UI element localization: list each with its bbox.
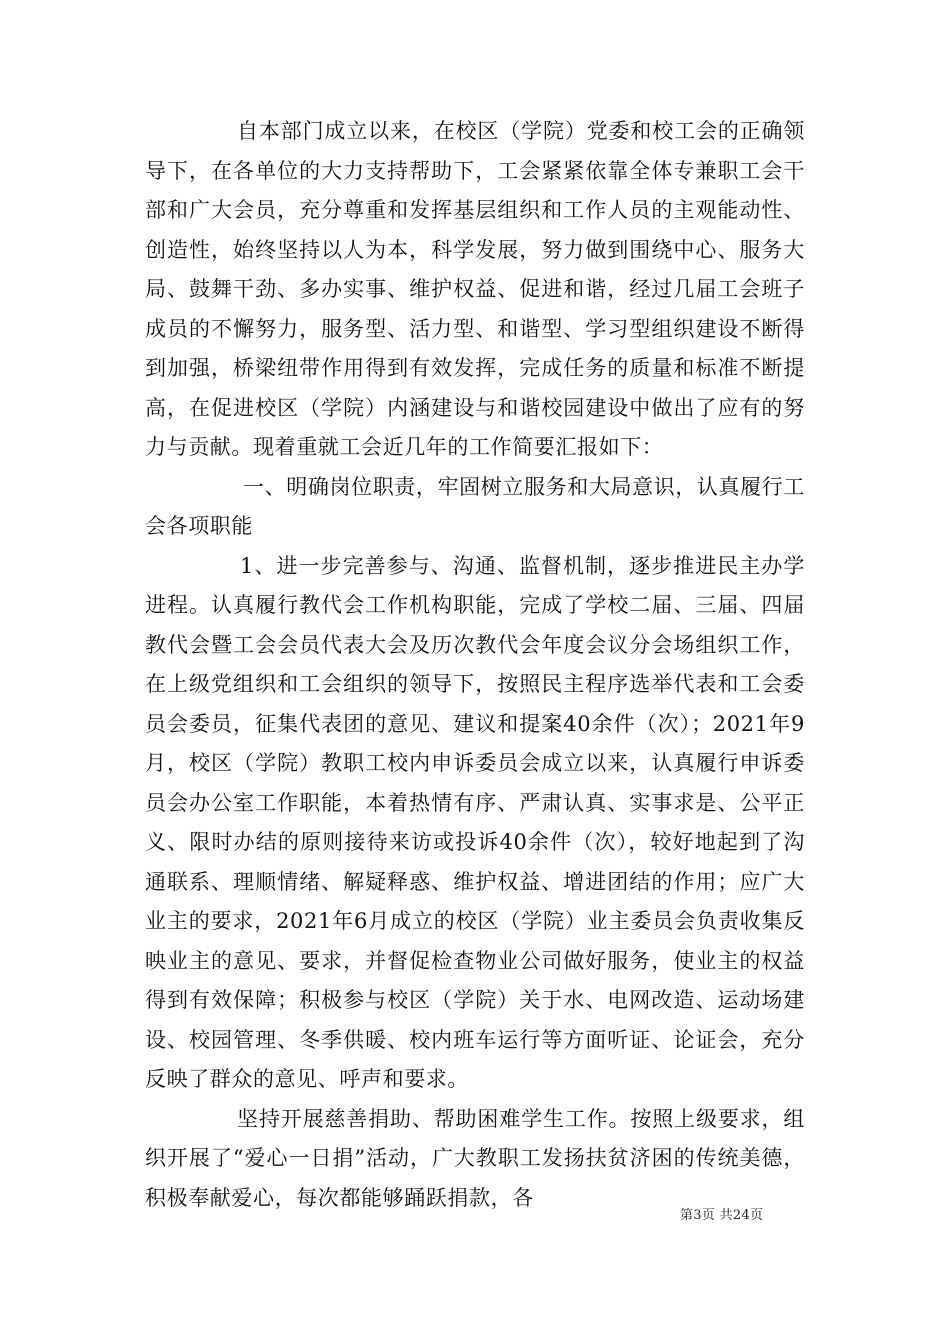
intro-paragraph: 自本部门成立以来，在校区（学院）党委和校工会的正确领导下，在各单位的大力支持帮助下，工会紧紧依靠全体专兼职工会干部和广大会员，充分尊重和发挥基层组织和工作人员的主观能动性、创造性，始终坚持以人为本，科学发展，努力做到围绕中心、服务大局、鼓舞干劲、多办实事、维护权益、促进和谐，经过几届工会班子成员的不懈努力，服务型、活力型、和谐型、学习型组织建设不断得到加强，桥梁纽带作用得到有效发挥，完成任务的质量和标准不断提高，在促进校区（学院）内涵建设与和谐校园建设中做出了应有的努力与贡献。现着重就工会近几年的工作简要汇报如下： (145, 119, 805, 459)
item-paragraph: 1、进一步完善参与、沟通、监督机制，逐步推进民主办学进程。认真履行教代会工作机构职能，完成了学校二届、三届、四届教代会暨工会会员代表大会及历次教代会年度会议分会场组织工作，在上级党组织和工会组织的领导下，按照民主程序选举代表和工会委员会委员，征集代表团的意见、建议和提案40余件（次）；2021年9月，校区（学院）教职工校内申诉委员会成立以来，认真履行申诉委员会办公室工作职能，本着热情有序、严肃认真、实事求是、公平正义、限时办结的原则接待来访或投诉40余件（次），较好地起到了沟通联系、理顺情绪、解疑释惑、维护权益、增进团结的作用；应广大业主的要求，2021年6月成立的校区（学院）业主委员会负责收集反映业主的意见、要求，并督促检查物业公司做好服务，使业主的权益得到有效保障；积极参与校区（学院）关于水、电网改造、运动场建设、校园管理、冬季供暖、校内班车运行等方面听证、论证会，充分反映了群众的意见、呼声和要求。 (145, 553, 805, 1091)
page-number-footer: 第3页 共24页 (680, 1208, 764, 1223)
charity-paragraph: 坚持开展慈善捐助、帮助困难学生工作。按照上级要求，组织开展了“爱心一日捐”活动，广大教职工发扬扶贫济困的传统美德，积极奉献爱心，每次都能够踊跃捐款，各 (145, 1106, 805, 1210)
section-heading: 一、明确岗位职责，牢固树立服务和大局意识，认真履行工会各项职能 (145, 474, 805, 538)
document-body (145, 112, 805, 1218)
